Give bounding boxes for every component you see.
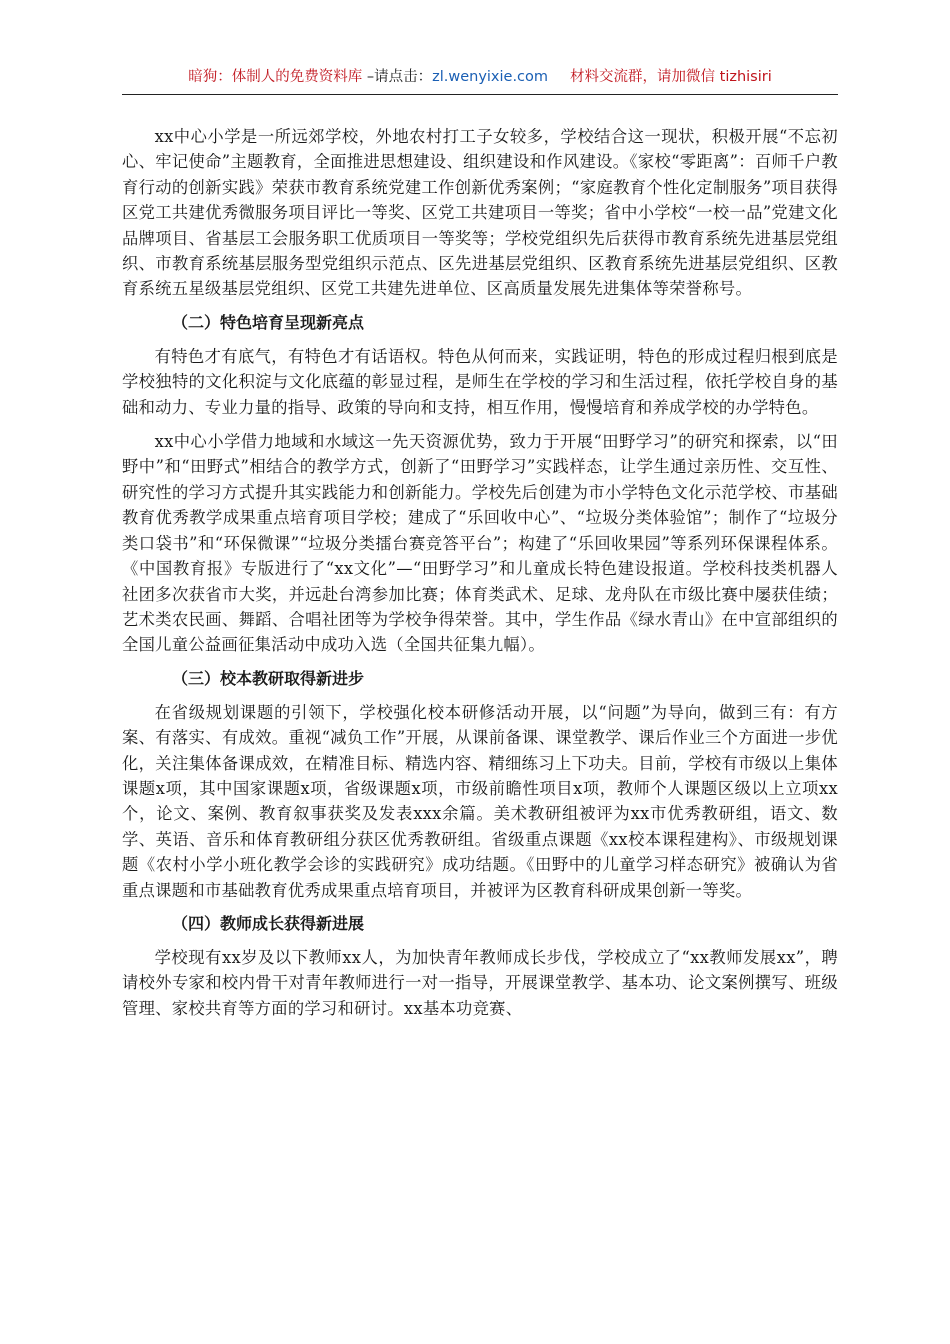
header-contact: 材料交流群，请加微信 tizhisiri [570, 69, 772, 85]
paragraph-characteristics: 有特色才有底气，有特色才有话语权。特色从何而来，实践证明，特色的形成过程归根到底是学校独特的文化积淀与文化底蕴的彰显过程，是师生在学校的学习和生活过程，依托学校自身的基础和动力、专业力量的指导、政策的导向和支持，相互作用，慢慢培育和养成学校的办学特色。 [122, 346, 838, 417]
paragraph-party-building: xx中心小学是一所远郊学校，外地农村打工子女较多，学校结合这一现状，积极开展“不忘初心、牢记使命”主题教育，全面推进思想建设、组织建设和作风建设。《家校“零距离”：百师千户教育行动的创新实践》荣获市教育系统党建工作创新优秀案例；“家庭教育个性化定制服务”项目获得区党工共建优秀微服务项目评比一等奖、区党工共建项目一等奖；省中小学校“一校一品”党建文化品牌项目、省基层工会服务职工优质项目一等奖等；学校党组织先后获得市教育系统先进基层党组织、市教育系统基层服务型党组织示范点、区先进基层党组织、区教育系统先进基层党组织、区教育系统五星级基层党组织、区党工共建先进单位、区高质量发展先进集体等荣誉称号。 [122, 127, 838, 299]
page-header [122, 66, 838, 95]
document-body [122, 112, 838, 1021]
paragraph-teacher-growth: 学校现有xx岁及以下教师xx人，为加快青年教师成长步伐，学校成立了“xx教师发展xx”，聘请校外专家和校内骨干对青年教师进行一对一指导，开展课堂教学、基本功、论文案例撰写、班级管理、家校共育等方面的学习和研讨。xx基本功竞赛、 [122, 947, 838, 1018]
section-heading-4: （四）教师成长获得新进展 [172, 913, 365, 933]
paragraph-school-research: 在省级规划课题的引领下，学校强化校本研修活动开展，以“问题”为导向，做到三有：有方案、有落实、有成效。重视“减负工作”开展，从课前备课、课堂教学、课后作业三个方面进一步优化，关注集体备课成效，在精准目标、精选内容、精细练习上下功夫。目前，学校有市级以上集体课题x项，其中国家课题x项，省级课题x项，市级前瞻性项目x项，教师个人课题区级以上立项xx个，论文、案例、教育叙事获奖及发表xxx余篇。美术教研组被评为xx市优秀教研组，语文、数学、英语、音乐和体育教研组分获区优秀教研组。省级重点课题《xx校本课程建构》、市级规划课题《农村小学小班化教学会诊的实践研究》成功结题。《田野中的儿童学习样态研究》被确认为省重点课题和市基础教育优秀成果重点培育项目，并被评为区教育科研成果创新一等奖。 [122, 702, 838, 900]
header-prompt: –请点击： [362, 69, 433, 85]
header-brand: 暗狗：体制人的免费资料库 [188, 69, 363, 85]
paragraph-field-learning: xx中心小学借力地域和水域这一先天资源优势，致力于开展“田野学习”的研究和探索，以“田野中”和“田野式”相结合的教学方式，创新了“田野学习”实践样态，让学生通过亲历性、交互性、研究性的学习方式提升其实践能力和创新能力。学校先后创建为市小学特色文化示范学校、市基础教育优秀教学成果重点培育项目学校；建成了“乐回收中心”、“垃圾分类体验馆”；制作了“垃圾分类口袋书”和“环保微课”“垃圾分类擂台赛竞答平台”；构建了“乐回收果园”等系列环保课程体系。《中国教育报》专版进行了“xx文化”—“田野学习”和儿童成长特色建设报道。学校科技类机器人社团多次获省市大奖，并远赴台湾参加比赛；体育类武术、足球、龙舟队在市级比赛中屡获佳绩；艺术类农民画、舞蹈、合唱社团等为学校争得荣誉。其中，学生作品《绿水青山》在中宣部组织的全国儿童公益画征集活动中成功入选（全国共征集九幅）。 [122, 432, 838, 655]
section-heading-3: （三）校本教研取得新进步 [172, 668, 365, 688]
section-heading-2: （二）特色培育呈现新亮点 [172, 312, 365, 332]
header-link[interactable]: zl.wenyixie.com [432, 69, 549, 85]
